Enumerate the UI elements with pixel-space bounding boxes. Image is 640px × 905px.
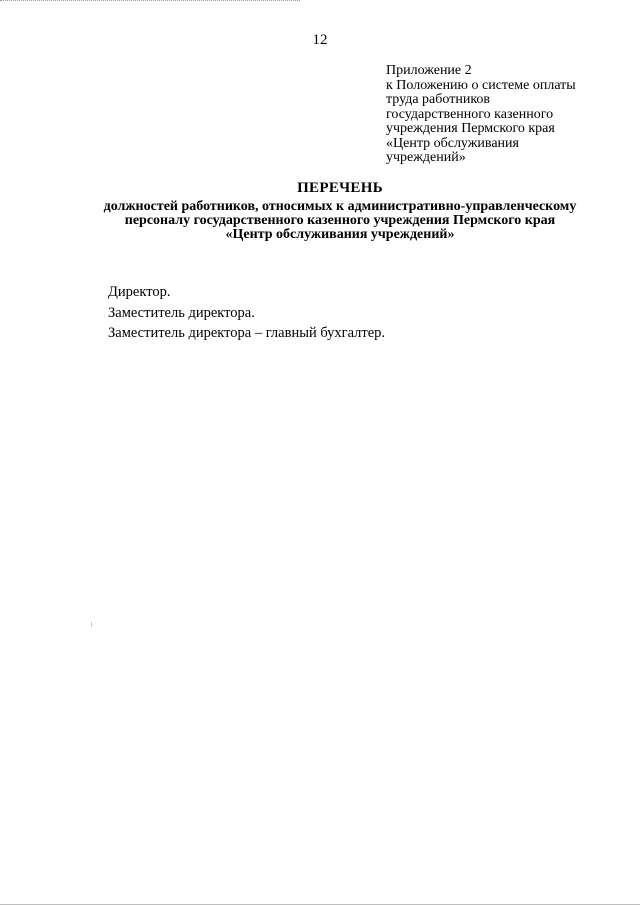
- scan-edge-top: [0, 0, 300, 3]
- appendix-line: «Центр обслуживания: [386, 135, 519, 151]
- appendix-note: [386, 64, 626, 166]
- appendix-line: учреждений»: [386, 150, 466, 165]
- subtitle-line: персоналу государственного казенного учреждения Пермского края: [124, 213, 556, 228]
- scan-speck: [91, 622, 92, 627]
- appendix-line: труда работников: [386, 92, 491, 107]
- position-item-deputy-director: Заместитель директора.: [108, 304, 255, 321]
- appendix-line: государственного казенного: [386, 106, 554, 122]
- subtitle-line: «Центр обслуживания учреждений»: [225, 227, 455, 242]
- appendix-line: учреждения Пермского края: [386, 121, 555, 136]
- appendix-line: к Положению о системе оплаты: [386, 77, 576, 93]
- position-item-deputy-chief-accountant: Заместитель директора – главный бухгалтер.: [108, 325, 386, 341]
- page-number: 12: [312, 32, 328, 48]
- subtitle-line: должностей работников, относимых к административно-управленческому: [103, 199, 577, 214]
- position-item-director: Директор.: [108, 284, 171, 300]
- document-title: ПЕРЕЧЕНЬ: [297, 180, 383, 196]
- positions-list: [108, 282, 588, 344]
- document-subtitle: [40, 200, 640, 242]
- appendix-line: Приложение 2: [386, 63, 472, 78]
